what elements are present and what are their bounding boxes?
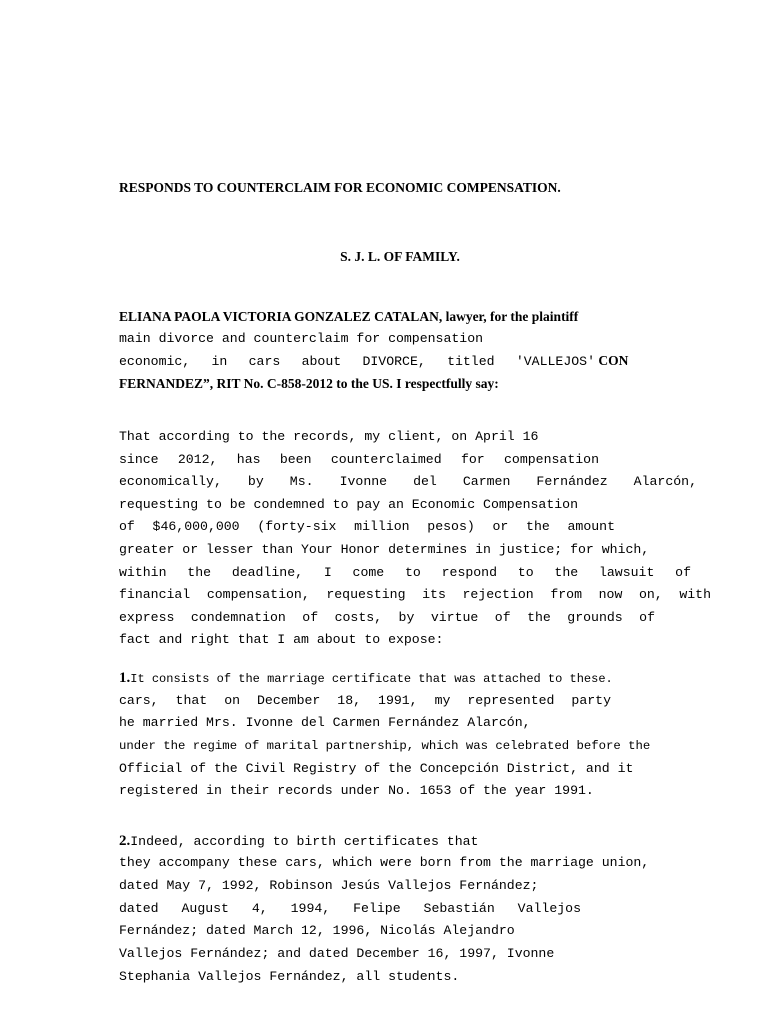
- item-2-number: 2.: [119, 833, 131, 849]
- para1-line: requesting to be condemned to pay an Economic Compensation: [119, 497, 578, 512]
- item-2-line: dated May 7, 1992, Robinson Jesús Vallejos Fernández;: [119, 878, 539, 893]
- para1-line: of $46,000,000 (forty-six million pesos) or the amount: [119, 519, 615, 534]
- item-1-line: Official of the Civil Registry of the Concepción District, and it: [119, 761, 634, 776]
- item-1-line: he married Mrs. Ivonne del Carmen Fernández Alarcón,: [119, 715, 531, 730]
- para1-line: since 2012, has been counterclaimed for compensation: [119, 452, 599, 467]
- para1-line: greater or lesser than Your Honor determines in justice; for which,: [119, 542, 650, 557]
- item-1-first-line: [119, 669, 711, 687]
- item-1-text: It consists of the marriage certificate that was attached to these.: [130, 672, 613, 686]
- intro-line-3: [119, 352, 629, 370]
- para1-line: That according to the records, my client, on April 16: [119, 429, 539, 444]
- item-2-first-line: [119, 832, 711, 850]
- item-2-line: they accompany these cars, which were born from the marriage union,: [119, 855, 650, 870]
- item-1-line: under the regime of marital partnership, which was celebrated before the: [119, 739, 651, 753]
- item-1-line: registered in their records under No. 1653 of the year 1991.: [119, 783, 594, 798]
- para1-line: express condemnation of costs, by virtue of the grounds of: [119, 610, 655, 625]
- intro-line-3-text: economic, in cars about DIVORCE, titled 'VALLEJOS': [119, 354, 595, 369]
- para1-line: economically, by Ms. Ivonne del Carmen Fernández Alarcón,: [119, 474, 697, 489]
- item-2-line: dated August 4, 1994, Felipe Sebastián Vallejos: [119, 901, 581, 916]
- intro-line-4: FERNANDEZ”, RIT No. C-858-2012 to the US. I respectfully say:: [119, 376, 499, 391]
- item-2-line: Stephania Vallejos Fernández, all students.: [119, 969, 460, 984]
- document-heading: RESPONDS TO COUNTERCLAIM FOR ECONOMIC COMPENSATION.: [119, 180, 561, 195]
- intro-line-2: main divorce and counterclaim for compensation: [119, 331, 484, 346]
- item-2-text: Indeed, according to birth certificates that: [130, 834, 479, 849]
- intro-line-3-bold: CON: [595, 353, 629, 368]
- item-1-number: 1.: [119, 670, 131, 686]
- item-2-line: Fernández; dated March 12, 1996, Nicolás Alejandro: [119, 923, 515, 938]
- para1-line: within the deadline, I come to respond to the lawsuit of: [119, 565, 691, 580]
- para1-line: fact and right that I am about to expose:: [119, 632, 444, 647]
- intro-line-1: ELIANA PAOLA VICTORIA GONZALEZ CATALAN, lawyer, for the plaintiff: [119, 309, 579, 324]
- court-addressee: S. J. L. OF FAMILY.: [340, 249, 460, 264]
- item-1-line: cars, that on December 18, 1991, my represented party: [119, 693, 611, 708]
- item-2-line: Vallejos Fernández; and dated December 16, 1997, Ivonne: [119, 946, 555, 961]
- para1-line: financial compensation, requesting its rejection from now on, with: [119, 587, 711, 602]
